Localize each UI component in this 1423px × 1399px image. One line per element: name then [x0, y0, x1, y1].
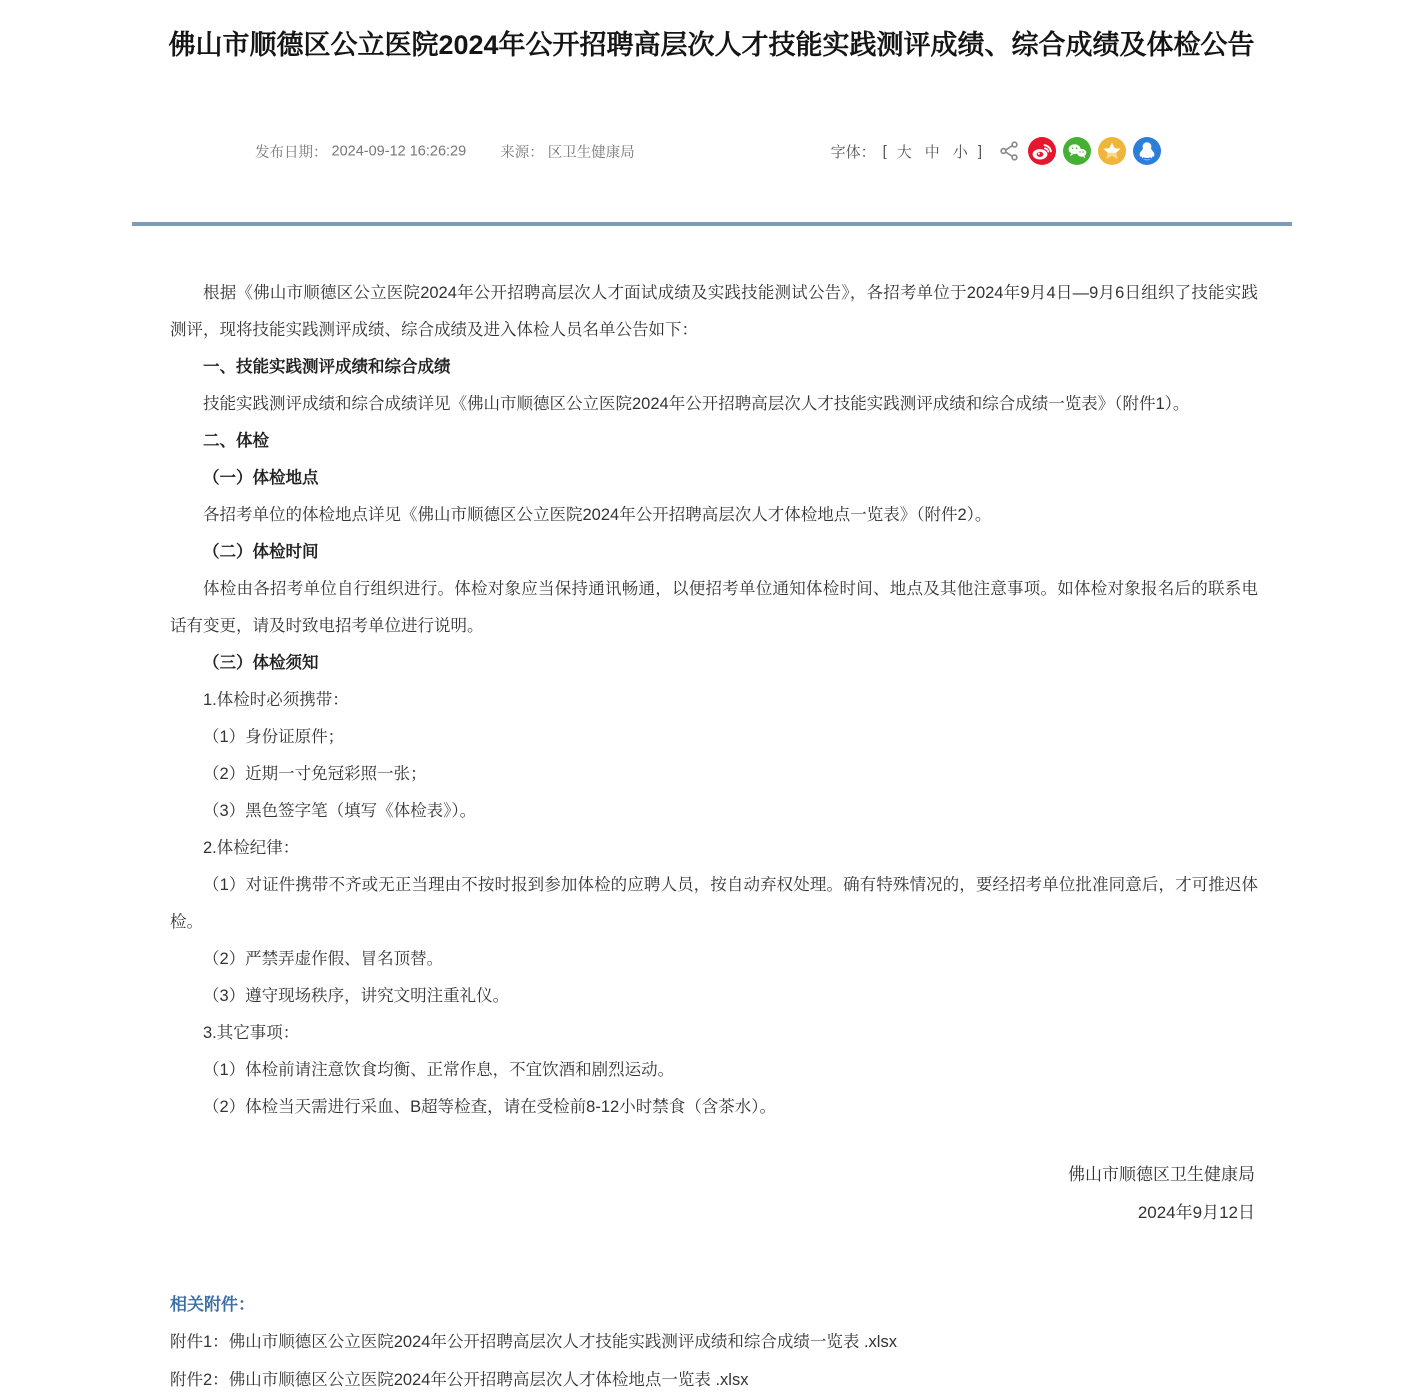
font-size-large-button[interactable]: 大: [896, 143, 912, 161]
meta-bar: [0, 137, 1423, 165]
wechat-share-icon[interactable]: [1063, 137, 1091, 165]
attachments-heading: 相关附件：: [170, 1295, 255, 1315]
qzone-share-icon[interactable]: [1098, 137, 1126, 165]
signature-date: 2024年9月12日: [1137, 1203, 1255, 1223]
share-icon[interactable]: [997, 139, 1021, 163]
attachment-item: [170, 1324, 1258, 1362]
section-heading: 二、体检: [203, 432, 269, 451]
publish-info: [255, 141, 635, 162]
attachment-link[interactable]: 佛山市顺德区公立医院2024年公开招聘高层次人才技能实践测评成绩和综合成绩一览表 .xlsx: [228, 1333, 897, 1352]
paragraph: 技能实践测评成绩和综合成绩详见《佛山市顺德区公立医院2024年公开招聘高层次人才技能实践测评成绩和综合成绩一览表》（附件1）。: [203, 395, 1190, 414]
bracket-open: [: [882, 142, 887, 160]
attachments-section: [170, 1286, 1258, 1399]
article-body: [170, 275, 1258, 1126]
paragraph: 3.其它事项：: [203, 1024, 300, 1043]
section-heading: 一、技能实践测评成绩和综合成绩: [203, 358, 451, 377]
page-title: 佛山市顺德区公立医院2024年公开招聘高层次人才技能实践测评成绩、综合成绩及体检公告: [168, 30, 1255, 60]
publish-date-label: 发布日期：: [255, 144, 328, 161]
publish-date-value: 2024-09-12 16:26:29: [331, 143, 467, 160]
paragraph: （3）黑色签字笔（填写《体检表》）。: [203, 802, 477, 821]
paragraph: 1.体检时必须携带：: [203, 691, 349, 710]
header-divider: [132, 222, 1292, 226]
paragraph: （1）体检前请注意饮食均衡、正常作息，不宜饮酒和剧烈运动。: [203, 1061, 675, 1080]
attachment-label: 附件1：: [170, 1333, 229, 1352]
weibo-share-icon[interactable]: [1028, 137, 1056, 165]
attachment-label: 附件2：: [170, 1370, 229, 1389]
signature-block: [0, 1156, 1255, 1232]
paragraph: 各招考单位的体检地点详见《佛山市顺德区公立医院2024年公开招聘高层次人才体检地点一览表》（附件2）。: [203, 506, 992, 525]
paragraph: 根据《佛山市顺德区公立医院2024年公开招聘高层次人才面试成绩及实践技能测试公告》，各招考单位于2024年9月4日—9月6日组织了技能实践测评，现将技能实践测评成绩、综合成绩及进入体检人员名单公告如下：: [170, 284, 1258, 340]
attachment-link[interactable]: 佛山市顺德区公立医院2024年公开招聘高层次人才体检地点一览表 .xlsx: [228, 1370, 749, 1389]
paragraph: （1）身份证原件；: [203, 728, 345, 747]
source-value: 区卫生健康局: [547, 144, 635, 161]
signature-org: 佛山市顺德区卫生健康局: [1068, 1165, 1255, 1185]
source-label: 来源：: [500, 144, 544, 161]
paragraph: （3）遵守现场秩序，讲究文明注重礼仪。: [203, 987, 510, 1006]
section-heading: （一）体检地点: [203, 469, 319, 488]
section-heading: （二）体检时间: [203, 543, 319, 562]
font-and-share-tools: [831, 137, 1161, 165]
section-heading: （三）体检须知: [203, 654, 319, 673]
font-size-small-button[interactable]: 小: [952, 143, 968, 161]
paragraph: （2）近期一寸免冠彩照一张；: [203, 765, 427, 784]
bracket-close: ]: [977, 142, 982, 160]
font-size-medium-button[interactable]: 中: [924, 143, 940, 161]
paragraph: 体检由各招考单位自行组织进行。体检对象应当保持通讯畅通，以便招考单位通知体检时间、地点及其他注意事项。如体检对象报名后的联系电话有变更，请及时致电招考单位进行说明。: [170, 580, 1258, 636]
paragraph: （2）体检当天需进行采血、B超等检查，请在受检前8-12小时禁食（含茶水）。: [203, 1098, 776, 1117]
attachments-list: [170, 1324, 1258, 1399]
paragraph: （1）对证件携带不齐或无正当理由不按时报到参加体检的应聘人员，按自动弃权处理。确有特殊情况的，要经招考单位批准同意后，才可推迟体检。: [170, 876, 1258, 932]
attachment-item: [170, 1362, 1258, 1399]
font-size-label: 字体：: [830, 143, 876, 161]
qq-share-icon[interactable]: [1133, 137, 1161, 165]
paragraph: 2.体检纪律：: [203, 839, 300, 858]
paragraph: （2）严禁弄虚作假、冒名顶替。: [203, 950, 444, 969]
